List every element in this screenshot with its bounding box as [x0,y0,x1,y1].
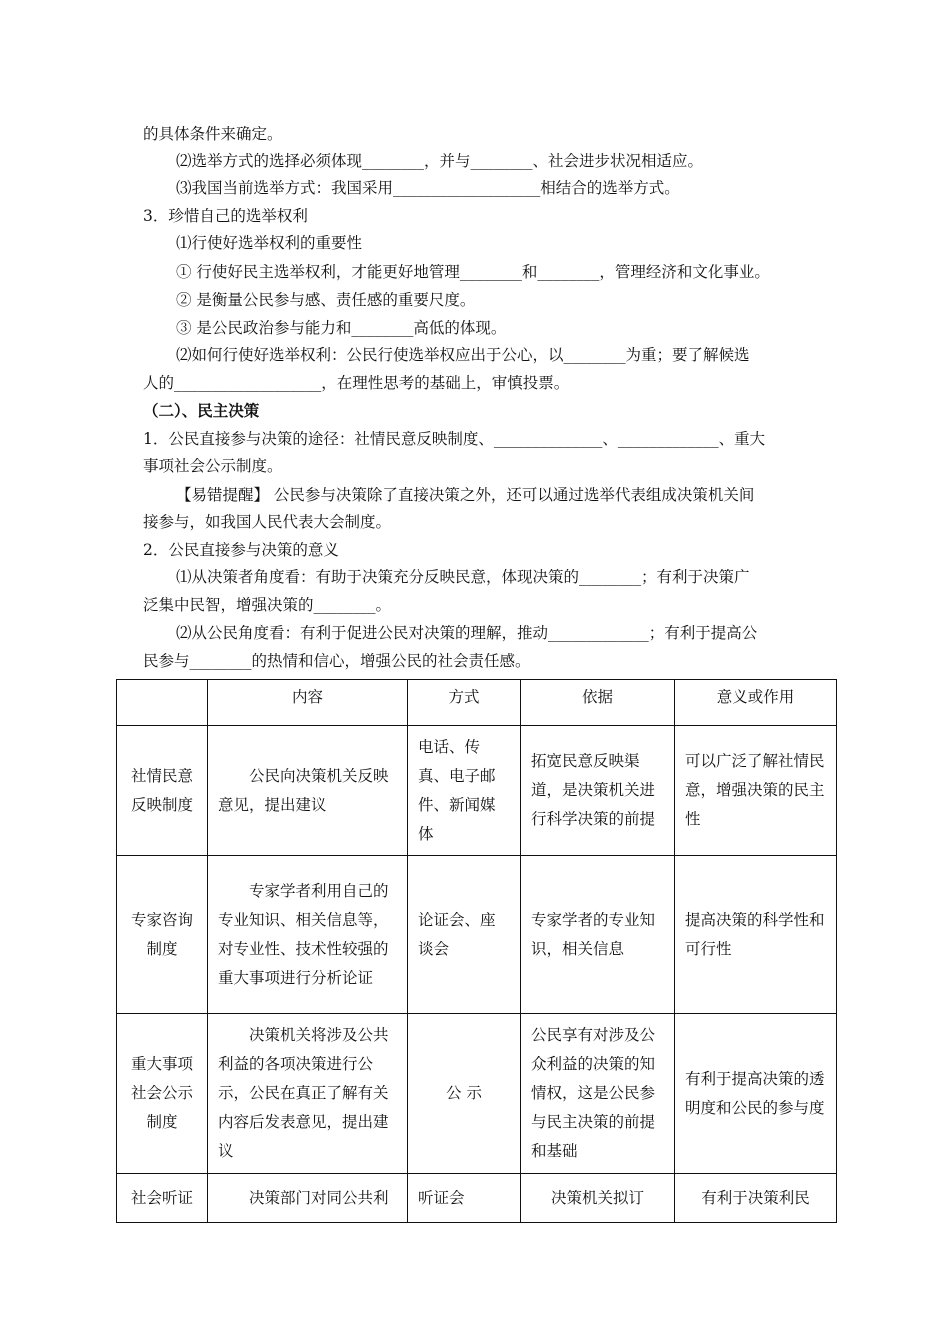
table-cell: 重大事项社会公示制度 [117,1014,208,1174]
table-cell: 公民享有对涉及公众利益的决策的知情权，这是公民参与民主决策的前提和基础 [521,1014,675,1174]
table-cell: 公 示 [408,1014,521,1174]
table-cell: 拓宽民意反映渠道，是决策机关进行科学决策的前提 [521,726,675,856]
table-cell: 决策部门对同公共利 [208,1174,408,1223]
table-cell: 提高决策的科学性和可行性 [675,856,837,1014]
table-header-cell: 意义或作用 [675,680,837,726]
table-cell: 论证会、座谈会 [408,856,521,1014]
text-line: ⑵选举方式的选择必须体现________，并与________、社会进步状况相适应。 [176,152,704,170]
table-header-cell: 依据 [521,680,675,726]
text-line: ⑵如何行使好选举权利：公民行使选举权应出于公心，以________为重；要了解候选 [176,346,750,364]
table-row [117,1174,837,1223]
text-line: 人的___________________，在理性思考的基础上，审慎投票。 [143,374,570,392]
text-line: 泛集中民智，增强决策的________。 [143,596,392,614]
table-cell: 专家学者利用自己的专业知识、相关信息等，对专业性、技术性较强的重大事项进行分析论证 [208,856,408,1014]
text-line: 接参与，如我国人民代表大会制度。 [143,513,392,531]
text-line: ① 行使好民主选举权利，才能更好地管理________和________，管理经济和文化事业。 [176,263,770,281]
text-line: ⑶我国当前选举方式：我国采用___________________相结合的选举方式。 [176,179,680,197]
section-heading: 3．珍惜自己的选举权利 [143,207,308,225]
table-cell: 专家学者的专业知识，相关信息 [521,856,675,1014]
table-header-cell [117,680,208,726]
text-line: 1．公民直接参与决策的途径：社情民意反映制度、______________、_____________、重大 [143,430,766,448]
text-line: ③ 是公民政治参与能力和________高低的体现。 [176,319,507,337]
section-heading: （二）、民主决策 [143,401,260,420]
text-line: ⑵从公民角度看：有利于促进公民对决策的理解，推动_____________；有利于提高公 [176,624,758,642]
table-row [117,1014,837,1174]
table-cell: 有利于决策利民 [675,1174,837,1223]
text-line: ⑴从决策者角度看：有助于决策充分反映民意，体现决策的________；有利于决策广 [176,568,750,586]
text-line: 民参与________的热情和信心，增强公民的社会责任感。 [143,652,531,670]
table-header-cell: 内容 [208,680,408,726]
decision-system-table [116,679,837,1223]
table-row [117,726,837,856]
table-cell: 决策机关将涉及公共利益的各项决策进行公示，公民在真正了解有关内容后发表意见，提出建议 [208,1014,408,1174]
table-header-cell: 方式 [408,680,521,726]
text-line: ② 是衡量公民参与感、责任感的重要尺度。 [176,291,476,309]
table-cell: 决策机关拟订 [521,1174,675,1223]
text-line: 的具体条件来确定。 [143,125,283,143]
table-cell: 有利于提高决策的透明度和公民的参与度 [675,1014,837,1174]
text-line: ⑴行使好选举权利的重要性 [176,234,363,252]
table-header-row [117,680,837,726]
table-cell: 专家咨询制度 [117,856,208,1014]
table-cell: 社会听证 [117,1174,208,1223]
table-cell: 公民向决策机关反映意见，提出建议 [208,726,408,856]
table-cell: 听证会 [408,1174,521,1223]
text-line: 事项社会公示制度。 [143,457,283,475]
table-row [117,856,837,1014]
table-cell: 电话、传真、电子邮件、新闻媒体 [408,726,521,856]
table-cell: 社情民意反映制度 [117,726,208,856]
table-cell: 可以广泛了解社情民意，增强决策的民主性 [675,726,837,856]
section-heading: 2．公民直接参与决策的意义 [143,541,339,559]
error-reminder: 【易错提醒】 公民参与决策除了直接决策之外，还可以通过选举代表组成决策机关间 [176,486,755,504]
